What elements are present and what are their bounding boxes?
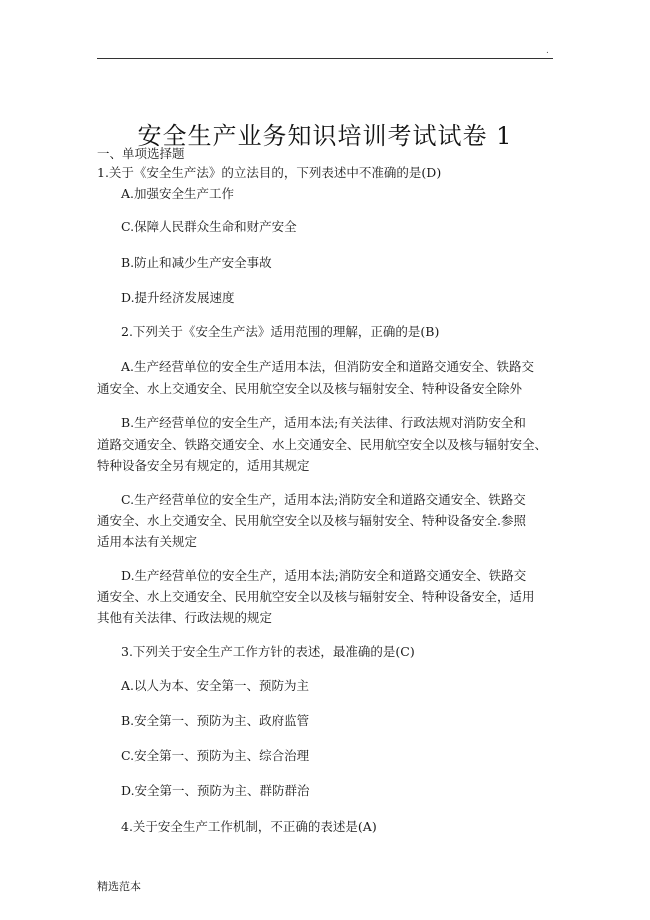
- header-rule: [97, 58, 553, 59]
- q2-option-c-line: C.生产经营单位的安全生产，适用本法;消防安全和道路交通安全、铁路交: [121, 492, 526, 507]
- q3-option: D.安全第一、预防为主、群防群治: [121, 783, 310, 798]
- header-mark: .: [546, 46, 549, 56]
- q2-option-d-line: D.生产经营单位的安全生产，适用本法;消防安全和道路交通安全、铁路交: [121, 568, 527, 583]
- question-4-stem: 4.关于安全生产工作机制，不正确的表述是(A): [121, 819, 377, 834]
- q2-option-c-line: 通安全、水上交通安全、民用航空安全以及核与辐射安全、特种设备安全.参照: [97, 513, 526, 528]
- q2-option-a-line: 通安全、水上交通安全、民用航空安全以及核与辐射安全、特种设备安全除外: [97, 381, 523, 396]
- q3-option: C.安全第一、预防为主、综合治理: [121, 748, 310, 763]
- q3-option: B.安全第一、预防为主、政府监管: [121, 713, 310, 728]
- q2-option-d-line: 其他有关法律、行政法规的规定: [97, 610, 273, 625]
- q2-option-b-line: 道路交通安全、铁路交通安全、水上交通安全、民用航空安全以及核与辐射安全、: [97, 437, 548, 452]
- page-footer: 精选范本: [97, 880, 141, 893]
- q1-option: D.提升经济发展速度: [121, 290, 235, 305]
- section-heading: 一、单项选择题: [97, 146, 185, 161]
- document-title: 安全生产业务知识培训考试试卷 1: [137, 122, 513, 150]
- question-1-stem: 1.关于《安全生产法》的立法目的，下列表述中不准确的是(D): [97, 165, 442, 180]
- q2-option-b-line: 特种设备安全另有规定的，适用其规定: [97, 458, 310, 473]
- q2-option-a-line: A.生产经营单位的安全生产适用本法，但消防安全和道路交通安全、铁路交: [121, 359, 535, 374]
- q2-option-c-line: 适用本法有关规定: [97, 534, 198, 549]
- q1-option: A.加强安全生产工作: [121, 186, 235, 201]
- q3-option: A.以人为本、安全第一、预防为主: [121, 678, 310, 693]
- question-3-stem: 3.下列关于安全生产工作方针的表述，最准确的是(C): [121, 644, 415, 659]
- q2-option-d-line: 通安全、水上交通安全、民用航空安全以及核与辐射安全、特种设备安全，适用: [97, 589, 535, 604]
- q1-option: C.保障人民群众生命和财产安全: [121, 219, 297, 234]
- q2-option-b-line: B.生产经营单位的安全生产，适用本法;有关法律、行政法规对消防安全和: [121, 415, 526, 430]
- question-2-stem: 2.下列关于《安全生产法》适用范围的理解，正确的是(B): [121, 324, 440, 339]
- q1-option: B.防止和减少生产安全事故: [121, 255, 272, 270]
